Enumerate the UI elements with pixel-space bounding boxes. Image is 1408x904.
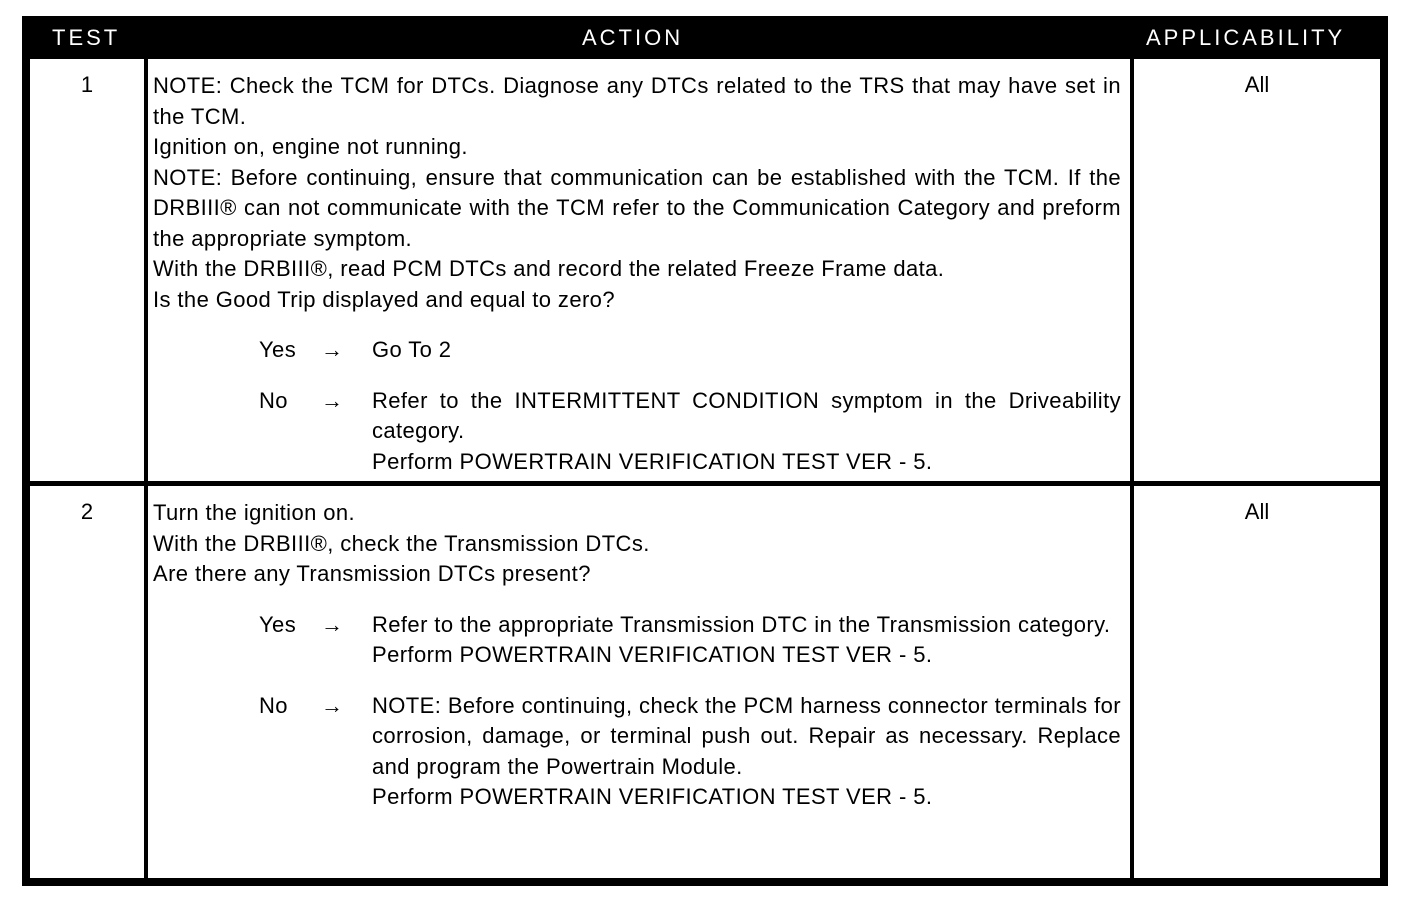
arrow-icon: → bbox=[321, 611, 344, 637]
applicability-value: All bbox=[1244, 499, 1270, 524]
header-test: TEST bbox=[52, 25, 121, 50]
action-line: With the DRBIII®, read PCM DTCs and record the related Freeze Frame data. bbox=[153, 256, 945, 281]
action-line: Is the Good Trip displayed and equal to zero? bbox=[153, 286, 615, 312]
header-applicability: APPLICABILITY bbox=[1146, 25, 1346, 50]
action-cell bbox=[148, 59, 1130, 481]
action-line: With the DRBIII®, check the Transmission DTCs. bbox=[153, 530, 650, 556]
no-text bbox=[372, 386, 1121, 478]
test-cell bbox=[30, 59, 144, 481]
action-line: Are there any Transmission DTCs present? bbox=[153, 561, 591, 586]
action-text bbox=[153, 71, 1121, 477]
branch-line: Go To 2 bbox=[372, 337, 452, 362]
action-line: Ignition on, engine not running. bbox=[153, 134, 468, 159]
branch-line: Perform POWERTRAIN VERIFICATION TEST VER - 5. bbox=[372, 448, 933, 474]
branch-line: NOTE: Before continuing, check the PCM harness connector terminals for corrosion, damage, or terminal push out. Repair as necessary. Replace and program the Powertrain Module. bbox=[372, 692, 1121, 779]
yes-text bbox=[372, 610, 1121, 671]
no-text bbox=[372, 691, 1121, 813]
yes-label: Yes bbox=[259, 337, 297, 362]
no-branch bbox=[153, 691, 1121, 813]
action-line: NOTE: Check the TCM for DTCs. Diagnose any DTCs related to the TRS that may have set in the TCM. bbox=[153, 73, 1121, 129]
arrow-icon: → bbox=[321, 337, 344, 362]
header-action: ACTION bbox=[582, 25, 684, 50]
branch-line: Perform POWERTRAIN VERIFICATION TEST VER - 5. bbox=[372, 642, 933, 667]
no-label: No bbox=[259, 387, 288, 413]
test-number: 2 bbox=[80, 499, 94, 524]
yes-branch bbox=[153, 335, 1121, 366]
applicability-cell bbox=[1134, 486, 1380, 878]
branch-line: Perform POWERTRAIN VERIFICATION TEST VER - 5. bbox=[372, 784, 933, 809]
no-label: No bbox=[259, 692, 288, 718]
yes-label: Yes bbox=[259, 611, 297, 637]
applicability-cell bbox=[1134, 59, 1380, 481]
branch-line: Refer to the appropriate Transmission DTC in the Transmission category. bbox=[372, 611, 1111, 637]
no-branch bbox=[153, 386, 1121, 478]
action-line: NOTE: Before continuing, ensure that communication can be established with the TCM. If the DRBIII® can not communicate with the TCM refer to the Communication Category and preform the appropriate symptom. bbox=[153, 164, 1121, 251]
yes-text bbox=[372, 335, 1121, 366]
yes-branch bbox=[153, 610, 1121, 671]
test-number: 1 bbox=[80, 72, 94, 97]
arrow-icon: → bbox=[321, 692, 344, 718]
action-line: Turn the ignition on. bbox=[153, 500, 356, 525]
action-cell bbox=[148, 486, 1130, 878]
diagnostic-table bbox=[22, 16, 1388, 886]
applicability-value: All bbox=[1244, 72, 1270, 97]
table-header bbox=[22, 16, 1388, 59]
branch-line: Refer to the INTERMITTENT CONDITION symptom in the Driveability category. bbox=[372, 387, 1121, 443]
test-cell bbox=[30, 486, 144, 878]
arrow-icon: → bbox=[321, 387, 344, 413]
action-text bbox=[153, 498, 1121, 813]
